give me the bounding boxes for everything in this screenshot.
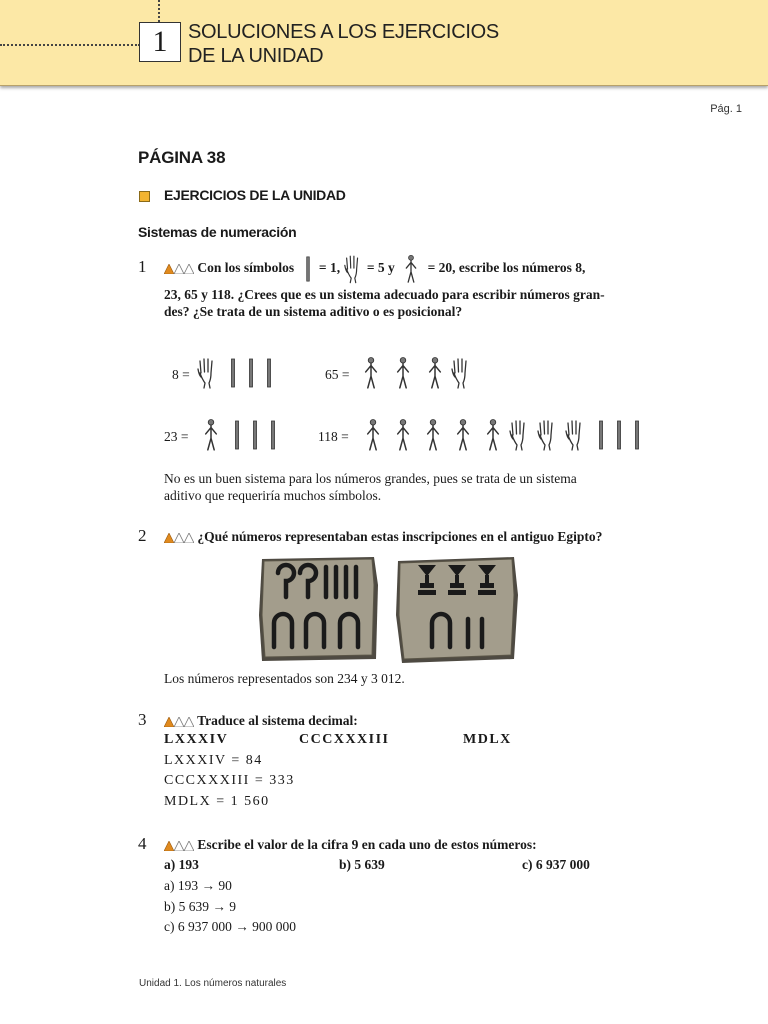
stick-symbol-icon [246, 358, 256, 388]
header-title-line2: DE LA UNIDAD [188, 45, 324, 67]
man-symbol-icon [202, 418, 220, 452]
difficulty-triangles-icon [164, 717, 194, 727]
exercise-4-number: 4 [138, 834, 147, 853]
egyptian-inscriptions-image [256, 555, 532, 665]
ex4-item-b: b) 5 639 [339, 857, 385, 872]
ex1-q-line2: 23, 65 y 118. ¿Crees que es un sistema adecuado para escribir números gran- [164, 287, 605, 302]
ex1-answer-65 [362, 356, 472, 390]
ex3-answer-3: MDLX = 1 560 [164, 794, 270, 809]
man-symbol-icon [364, 418, 382, 452]
header-title [188, 20, 499, 68]
exercise-2-number: 2 [138, 526, 147, 545]
page-title: PÁGINA 38 [138, 148, 226, 167]
exercise-1-number: 1 [138, 257, 147, 276]
hand-symbol-icon [196, 356, 218, 390]
stick-symbol-icon [264, 358, 274, 388]
ex4-answer-c: c) 6 937 000 → 900 000 [164, 919, 296, 934]
ex3-item-1: LXXXIV [164, 732, 229, 747]
man-symbol-icon [394, 356, 412, 390]
man-symbol-icon [426, 356, 444, 390]
ex2-question-text: ¿Qué números representaban estas inscripciones en el antiguo Egipto? [197, 529, 603, 544]
stick-symbol-icon [228, 358, 238, 388]
hand-symbol-icon [343, 254, 363, 284]
stick-symbol-icon [304, 256, 312, 282]
stick-symbol-icon [232, 420, 242, 450]
header-title-line1: SOLUCIONES A LOS EJERCICIOS [188, 21, 499, 43]
ex4-item-a: a) 193 [164, 857, 199, 872]
ex1-answer-line1: No es un buen sistema para los números grandes, pues se trata de un sistema [164, 471, 577, 486]
hand-symbol-icon [536, 418, 558, 452]
man-symbol-icon [454, 418, 472, 452]
ex1-q-eq1: = 1, [318, 260, 341, 276]
exercise-4-question [164, 836, 537, 853]
ex4-item-c: c) 6 937 000 [522, 857, 590, 872]
page-number: Pág. 1 [710, 103, 742, 115]
difficulty-triangles-icon [164, 264, 194, 274]
exercise-3-number: 3 [138, 710, 147, 729]
hand-symbol-icon [508, 418, 530, 452]
stick-symbol-icon [250, 420, 260, 450]
ex1-answer-8 [196, 356, 274, 390]
unit-number-box: 1 [139, 22, 181, 62]
subsection-title: Sistemas de numeración [138, 224, 297, 240]
ex1-label-118: 118 = [318, 429, 349, 444]
man-symbol-icon [362, 356, 380, 390]
man-symbol-icon [424, 418, 442, 452]
section-square-icon [139, 191, 150, 202]
ex2-answer: Los números representados son 234 y 3 012. [164, 671, 405, 686]
ex1-answer-118 [364, 418, 642, 452]
ex1-q-line3: des? ¿Se trata de un sistema aditivo o es posicional? [164, 304, 463, 319]
ex1-q-part1: Con los símbolos [197, 260, 295, 276]
hand-symbol-icon [450, 356, 472, 390]
ex3-answer-1: LXXXIV = 84 [164, 753, 263, 768]
ex3-answer-2: CCCXXXIII = 333 [164, 773, 295, 788]
page-footer: Unidad 1. Los números naturales [139, 978, 287, 989]
ex4-answer-b: b) 5 639 → 9 [164, 899, 236, 914]
ex4-question-text: Escribe el valor de la cifra 9 en cada uno de estos números: [197, 837, 537, 852]
hand-symbol-icon [564, 418, 586, 452]
difficulty-triangles-icon [164, 533, 194, 543]
header-dotted-line-vertical [158, 0, 160, 22]
man-symbol-icon [484, 418, 502, 452]
stick-symbol-icon [268, 420, 278, 450]
ex1-q-eq5: = 5 y [366, 260, 395, 276]
header-dotted-line [0, 44, 140, 46]
ex3-item-2: CCCXXXIII [299, 732, 390, 747]
exercise-2-question [164, 528, 602, 545]
man-symbol-icon [402, 254, 420, 284]
ex1-answer-text [164, 470, 639, 504]
section-title: EJERCICIOS DE LA UNIDAD [164, 187, 346, 203]
page-header [0, 0, 768, 86]
ex3-item-3: MDLX [463, 732, 512, 747]
ex1-label-65: 65 = [325, 367, 350, 382]
man-symbol-icon [394, 418, 412, 452]
ex1-label-8: 8 = [172, 367, 190, 382]
stick-symbol-icon [614, 420, 624, 450]
ex1-label-23: 23 = [164, 429, 189, 444]
stick-symbol-icon [632, 420, 642, 450]
ex1-answer-23 [202, 418, 278, 452]
exercise-3-question [164, 712, 358, 729]
exercise-1-question [164, 254, 639, 320]
ex1-q-eq20: = 20, escribe los números 8, [427, 260, 586, 276]
ex3-question-text: Traduce al sistema decimal: [197, 713, 358, 728]
stick-symbol-icon [596, 420, 606, 450]
ex1-answer-line2: aditivo que requeriría muchos símbolos. [164, 488, 382, 503]
ex4-answer-a: a) 193 → 90 [164, 878, 232, 893]
difficulty-triangles-icon [164, 841, 194, 851]
